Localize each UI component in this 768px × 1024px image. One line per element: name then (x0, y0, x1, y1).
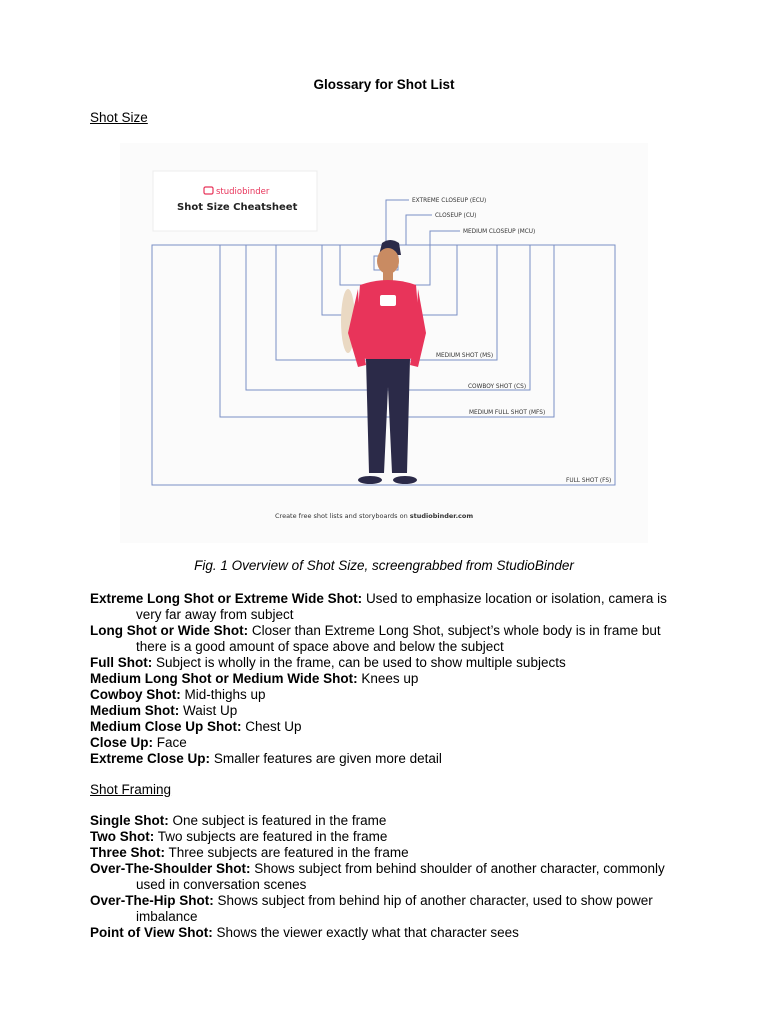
label-ms: MEDIUM SHOT (MS) (436, 353, 494, 359)
glossary-entry (90, 591, 690, 623)
glossary-term: Extreme Long Shot or Extreme Wide Shot: (90, 591, 363, 606)
figure-footer (275, 512, 473, 520)
label-mcu: MEDIUM CLOSEUP (MCU) (463, 229, 536, 235)
glossary-definition: Knees up (361, 671, 419, 686)
glossary-term: Point of View Shot: (90, 925, 213, 940)
glossary-term: Medium Shot: (90, 703, 180, 718)
glossary-entry (90, 751, 690, 767)
glossary-term: Over-The-Shoulder Shot: (90, 861, 251, 876)
glossary-definition: Subject is wholly in the frame, can be used to show multiple subjects (156, 655, 566, 670)
figure-footer-site: studiobinder.com (409, 512, 474, 520)
glossary-definition: Used to emphasize location or isolation, camera is very far away from subject (136, 591, 667, 622)
glossary-term: Two Shot: (90, 829, 155, 844)
glossary-entry (90, 623, 690, 655)
label-cu: CLOSEUP (CU) (435, 213, 477, 219)
glossary-term: Full Shot: (90, 655, 153, 670)
glossary-definition: Waist Up (183, 703, 238, 718)
glossary-entry (90, 703, 690, 719)
glossary-entry (90, 893, 690, 925)
glossary-term: Over-The-Hip Shot: (90, 893, 214, 908)
section-heading-shot-size: Shot Size (90, 110, 148, 125)
label-cs: COWBOY SHOT (CS) (468, 384, 527, 390)
glossary-definition: Chest Up (245, 719, 302, 734)
brand-name: studiobinder (216, 187, 270, 197)
glossary-definition: Face (156, 735, 187, 750)
glossary-entry (90, 925, 690, 941)
glossary-term: Long Shot or Wide Shot: (90, 623, 249, 638)
left-shoe (358, 476, 382, 484)
glossary-entry (90, 813, 690, 829)
glossary-entry (90, 719, 690, 735)
glossary-entry (90, 735, 690, 751)
glossary-definition: Shows subject from behind shoulder of another character, commonly used in conversation scenes (136, 861, 665, 892)
figure-footer-text: Create free shot lists and storyboards on (275, 512, 410, 520)
glossary-term: Extreme Close Up: (90, 751, 211, 766)
card-title: Shot Size Cheatsheet (177, 202, 298, 213)
glossary-entry (90, 671, 690, 687)
sweater (356, 280, 420, 359)
glossary-definition: Shows the viewer exactly what that character sees (216, 925, 519, 940)
leader-cu (406, 215, 432, 245)
label-mfs: MEDIUM FULL SHOT (MFS) (469, 410, 546, 416)
glossary-term: Medium Close Up Shot: (90, 719, 242, 734)
person-illustration (341, 240, 426, 484)
glossary-definition: Shows subject from behind hip of another character, used to show power imbalance (136, 893, 653, 924)
leader-mcu (430, 231, 460, 245)
glossary-definition: One subject is featured in the frame (172, 813, 387, 828)
glossary-entry (90, 861, 690, 893)
label-fs: FULL SHOT (FS) (566, 478, 612, 484)
glossary-definition: Smaller features are given more detail (213, 751, 442, 766)
glossary-term: Medium Long Shot or Medium Wide Shot: (90, 671, 358, 686)
chat-logo-icon (380, 295, 396, 306)
glossary-definition: Three subjects are featured in the frame (168, 845, 409, 860)
shot-size-cheatsheet-figure (120, 143, 648, 543)
glossary-term: Cowboy Shot: (90, 687, 181, 702)
shot-size-glossary (90, 591, 690, 767)
right-shoe (393, 476, 417, 484)
glossary-term: Single Shot: (90, 813, 169, 828)
glossary-entry (90, 655, 690, 671)
label-ecu: EXTREME CLOSEUP (ECU) (412, 198, 487, 204)
glossary-term: Three Shot: (90, 845, 166, 860)
section-heading-shot-framing: Shot Framing (90, 782, 172, 797)
cheatsheet-illustration (120, 143, 648, 543)
glossary-entry (90, 829, 690, 845)
glossary-definition: Two subjects are featured in the frame (157, 829, 388, 844)
glossary-entry (90, 845, 690, 861)
figure-caption: Fig. 1 Overview of Shot Size, screengrabbed from StudioBinder (194, 558, 574, 573)
glossary-definition: Closer than Extreme Long Shot, subject’s whole body is in frame but there is a good amount of space above and below the subject (136, 623, 661, 654)
page-title: Glossary for Shot List (313, 77, 455, 92)
pants (366, 359, 410, 473)
glossary-definition: Mid-thighs up (184, 687, 266, 702)
glossary-term: Close Up: (90, 735, 154, 750)
glossary-entry (90, 687, 690, 703)
title-card (153, 171, 317, 231)
shot-framing-glossary (90, 813, 690, 941)
